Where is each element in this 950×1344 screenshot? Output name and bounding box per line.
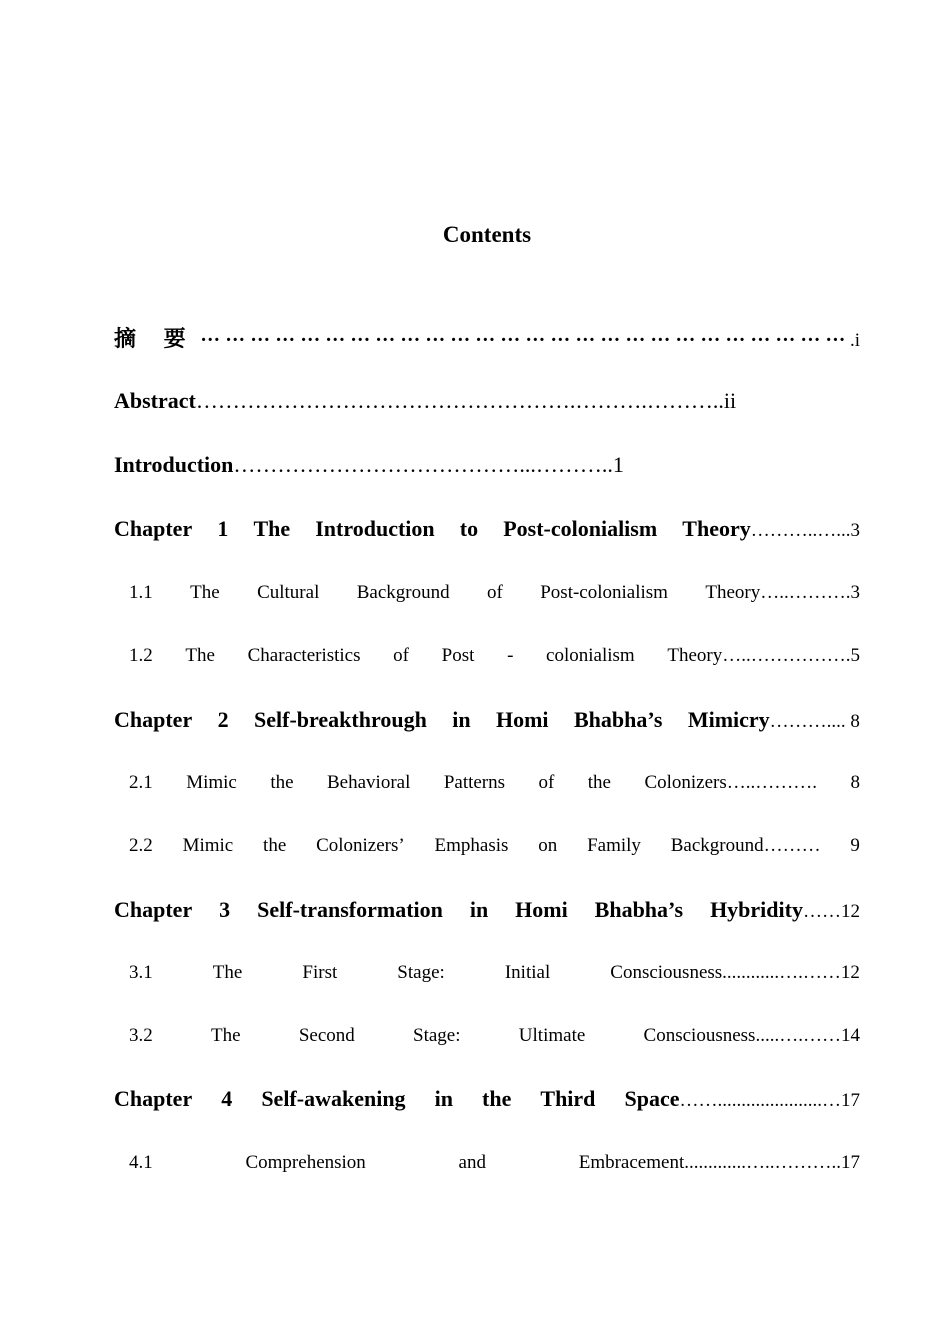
- toc-word: Background: [356, 582, 450, 603]
- toc-entry-label: Abstract: [114, 388, 196, 413]
- toc-word: colonialism: [546, 645, 635, 666]
- toc-word: Bhabha’s: [594, 897, 684, 922]
- toc-word: 2.1: [129, 772, 153, 793]
- toc-word: Stage:: [413, 1025, 461, 1046]
- toc-word: Stage:: [397, 962, 445, 983]
- toc-word: Background………: [670, 835, 821, 856]
- toc-word: of: [393, 645, 409, 666]
- toc-leader-and-page: ……12: [802, 901, 860, 922]
- toc-entry-section-2-1[interactable]: [129, 772, 860, 794]
- toc-word: Theory: [682, 516, 751, 541]
- toc-word: Family: [587, 835, 641, 856]
- toc-word-leader-page: Theory…..……….3: [705, 582, 860, 603]
- toc-page-number: 8: [850, 772, 860, 793]
- toc-word: Post-colonialism: [503, 516, 658, 541]
- toc-entry-chapter-1[interactable]: [114, 516, 860, 542]
- toc-word: Space: [624, 1086, 680, 1111]
- toc-word: Introduction: [315, 516, 435, 541]
- toc-word: -: [507, 645, 514, 666]
- toc-leader-and-page: …………………………………...………..1: [233, 452, 624, 477]
- toc-word: of: [487, 582, 503, 603]
- toc-word: the: [482, 1086, 512, 1111]
- toc-word: The: [190, 582, 220, 603]
- toc-word-leader-page: Theory…..…………….5: [667, 645, 860, 666]
- toc-word: The: [212, 962, 243, 983]
- toc-word: Mimic: [186, 772, 237, 793]
- toc-word: 1.2: [129, 645, 153, 666]
- toc-word: 4.1: [129, 1152, 153, 1173]
- toc-entry-section-3-1[interactable]: [129, 962, 860, 984]
- toc-word: Hybridity: [710, 897, 803, 922]
- toc-leader-and-page: ……….... 8: [769, 711, 860, 732]
- toc-word: Homi: [515, 897, 568, 922]
- toc-word: Behavioral: [327, 772, 411, 793]
- toc-word: Mimicry: [687, 707, 770, 732]
- toc-word: Bhabha’s: [573, 707, 663, 732]
- toc-entry-introduction[interactable]: [114, 452, 860, 478]
- toc-word-leader-page: Consciousness.....….……14: [643, 1025, 860, 1046]
- toc-word-leader-page: Embracement.............…..………..17: [578, 1152, 860, 1173]
- toc-word: Self-breakthrough: [254, 707, 427, 732]
- toc-word: Third: [540, 1086, 596, 1111]
- toc-word: 1.1: [129, 582, 153, 603]
- toc-word: Homi: [495, 707, 549, 732]
- toc-word: Characteristics: [247, 645, 361, 666]
- toc-word: Emphasis: [434, 835, 509, 856]
- toc-word: 3.2: [129, 1025, 153, 1046]
- toc-word: 1: [217, 516, 229, 541]
- toc-word: the: [263, 835, 287, 856]
- toc-word: 3: [219, 897, 231, 922]
- toc-word: Chapter: [114, 516, 193, 541]
- toc-leader-and-page: …………………………………………….……….………..ii: [195, 388, 737, 413]
- toc-leader-and-page: ……......................…17: [679, 1090, 860, 1111]
- toc-word: Mimic: [182, 835, 234, 856]
- toc-entry-section-4-1[interactable]: [129, 1152, 860, 1174]
- toc-word: Self-awakening: [261, 1086, 406, 1111]
- toc-word: on: [538, 835, 558, 856]
- toc-word: The: [253, 516, 291, 541]
- toc-entry-section-1-2[interactable]: [129, 645, 860, 667]
- toc-word: Post-colonialism: [540, 582, 668, 603]
- toc-word: Colonizers’: [316, 835, 405, 856]
- toc-entry-section-2-2[interactable]: [129, 835, 860, 857]
- toc-leader-and-page: ………..…...3: [750, 520, 860, 541]
- toc-word: Chapter: [114, 1086, 193, 1111]
- toc-word: 4: [221, 1086, 233, 1111]
- toc-word: Chapter: [114, 707, 193, 732]
- toc-word: in: [452, 707, 471, 732]
- toc-word: The: [211, 1025, 241, 1046]
- toc-word: the: [587, 772, 611, 793]
- toc-word: in: [469, 897, 489, 922]
- toc-entry-label: 摘 要: [114, 327, 196, 352]
- toc-word: and: [458, 1152, 486, 1173]
- toc-leader-dots: ··· ··· ··· ··· ··· ··· ··· ··· ··· ··· ··· ··· ··· ··· ··· ··· ··· ··· ··· ··· ··· ··· ··· ··· ··· ···: [200, 329, 846, 351]
- toc-word: Self-transformation: [257, 897, 443, 922]
- toc-word: 2: [217, 707, 229, 732]
- toc-entry-chapter-4[interactable]: [114, 1086, 860, 1112]
- toc-word: Comprehension: [245, 1152, 366, 1173]
- toc-page-number: 9: [850, 835, 860, 856]
- toc-word: Patterns: [443, 772, 506, 793]
- toc-entry-abstract[interactable]: [114, 388, 860, 414]
- toc-word: Initial: [504, 962, 551, 983]
- toc-word: Ultimate: [518, 1025, 586, 1046]
- toc-word: Chapter: [114, 897, 193, 922]
- toc-word: to: [459, 516, 479, 541]
- toc-word: The: [185, 645, 215, 666]
- toc-word: Second: [298, 1025, 355, 1046]
- toc-word-leader-page: Consciousness............….……12: [610, 962, 860, 983]
- toc-word: Post: [441, 645, 475, 666]
- toc-word: First: [302, 962, 338, 983]
- page-title: Contents: [442, 222, 532, 247]
- toc-word: 3.1: [129, 962, 153, 983]
- toc-word: in: [434, 1086, 453, 1111]
- toc-word: of: [538, 772, 555, 793]
- toc-entry-section-3-2[interactable]: [129, 1025, 860, 1047]
- toc-page-number: .i: [849, 330, 860, 351]
- toc-word: the: [270, 772, 294, 793]
- toc-word: Colonizers…..……….: [644, 772, 818, 793]
- toc-entry-chapter-2[interactable]: [114, 707, 860, 733]
- toc-entry-chapter-3[interactable]: [114, 897, 860, 923]
- toc-entry-chinese-abstract[interactable]: [114, 322, 860, 353]
- toc-entry-section-1-1[interactable]: [129, 582, 860, 604]
- toc-word: 2.2: [129, 835, 153, 856]
- toc-entry-label: Introduction: [114, 452, 234, 477]
- toc-word: Cultural: [257, 582, 320, 603]
